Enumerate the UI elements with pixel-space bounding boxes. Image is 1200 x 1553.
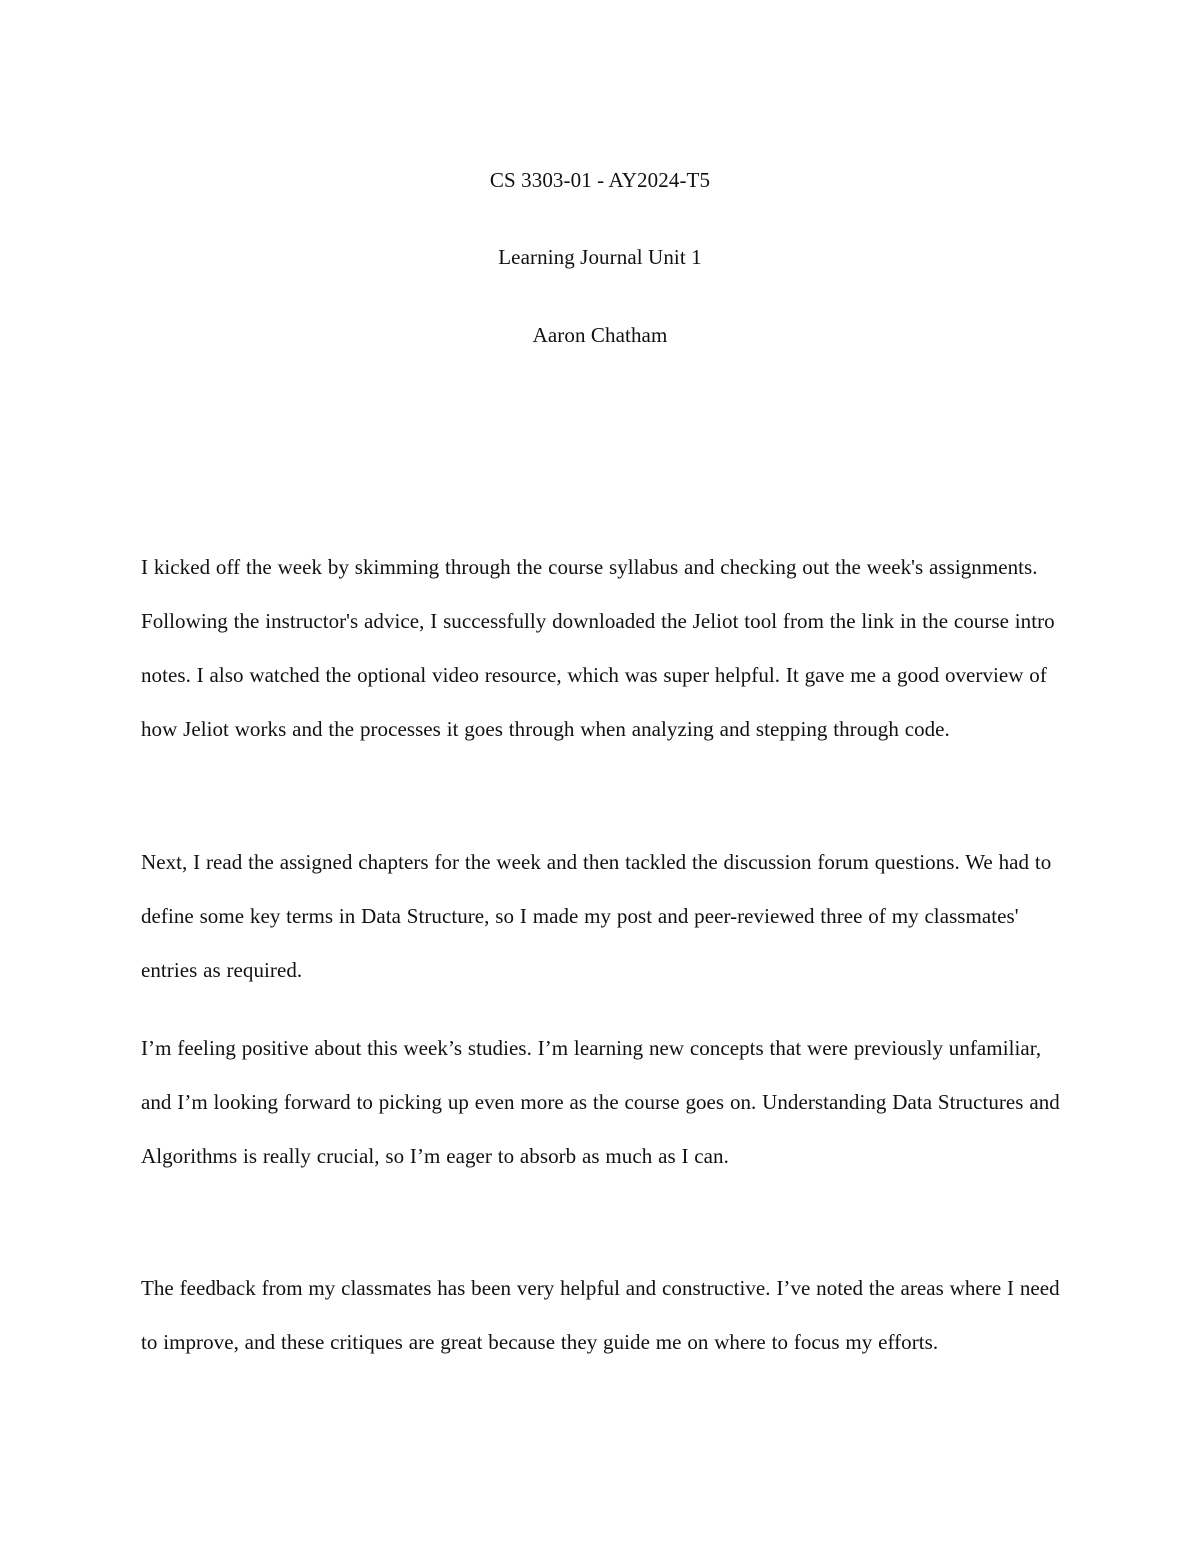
paragraph-1-block	[141, 540, 1071, 756]
paragraph-4-block	[141, 1261, 1071, 1369]
document-title: Learning Journal Unit 1	[498, 245, 702, 269]
paragraph: I kicked off the week by skimming through the course syllabus and checking out the week's assignments. Following the instructor's advice, I successfully downloaded the Jeliot tool from the link in the course intro notes. I also watched the optional video resource, which was super helpful. It gave me a good overview of how Jeliot works and the processes it goes through when analyzing and stepping through code.	[141, 555, 1055, 741]
paragraph: Next, I read the assigned chapters for the week and then tackled the discussion forum questions. We had to define some key terms in Data Structure, so I made my post and peer-reviewed three of my classmates' entries as required.	[141, 850, 1052, 982]
course-heading: CS 3303-01 - AY2024-T5	[489, 168, 711, 192]
paragraph: The feedback from my classmates has been very helpful and constructive. I’ve noted the areas where I need to improve, and these critiques are great because they guide me on where to focus my efforts.	[141, 1276, 1060, 1354]
author-name: Aaron Chatham	[532, 323, 668, 347]
paragraph: I’m feeling positive about this week’s studies. I’m learning new concepts that were previously unfamiliar, and I’m looking forward to picking up even more as the course goes on. Understanding Data Structures and Algorithms is really crucial, so I’m eager to absorb as much as I can.	[141, 1036, 1060, 1168]
paragraph-3-block	[141, 1021, 1071, 1183]
paragraph-2-block	[141, 835, 1071, 997]
